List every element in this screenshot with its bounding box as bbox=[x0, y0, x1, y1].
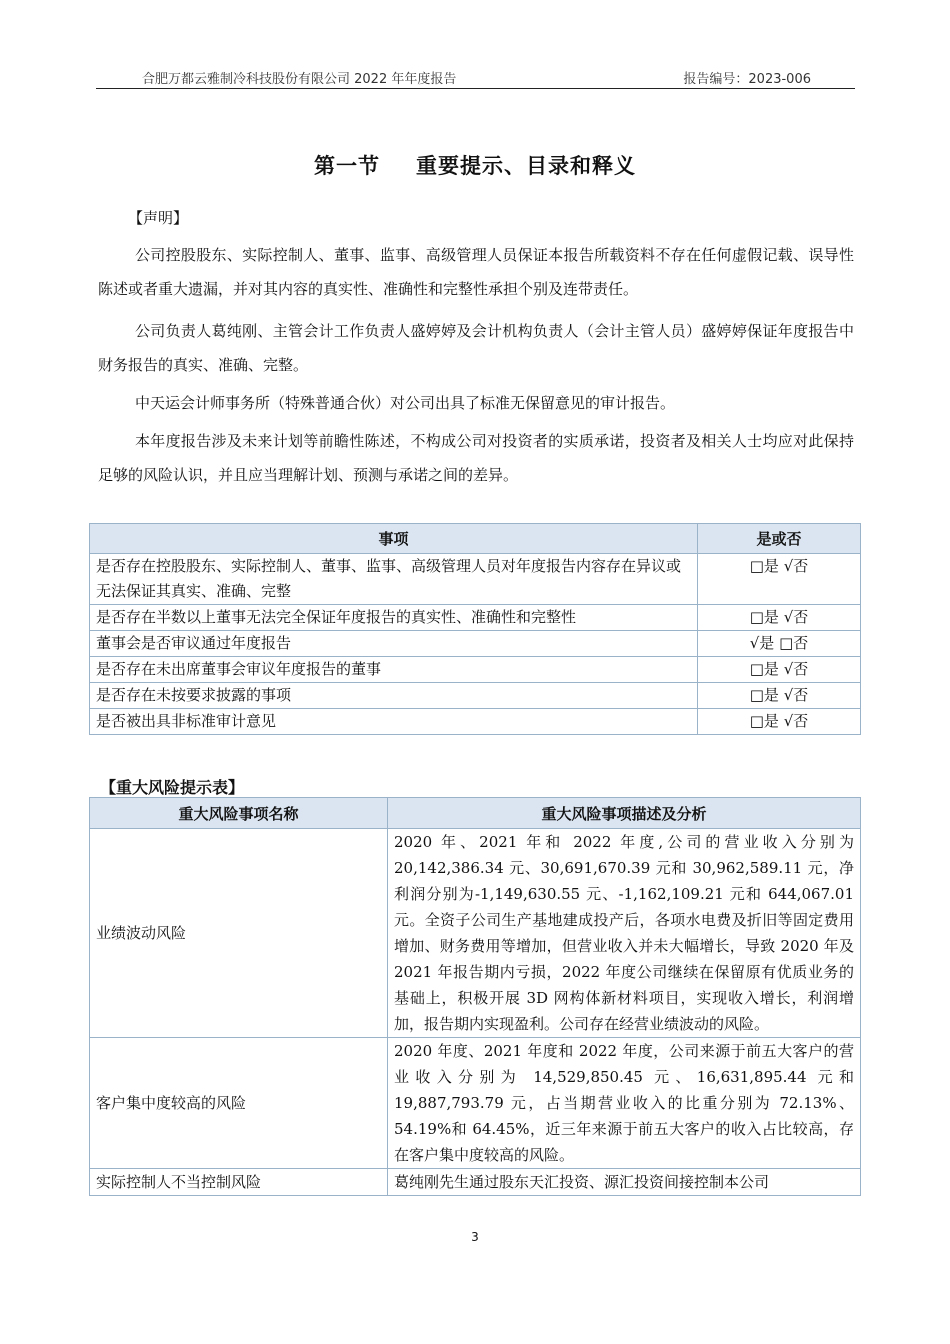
matter-item: 是否被出具非标准审计意见 bbox=[90, 709, 698, 735]
risk-description: 葛纯刚先生通过股东天汇投资、源汇投资间接控制本公司 bbox=[388, 1169, 861, 1196]
risk-name: 实际控制人不当控制风险 bbox=[90, 1169, 388, 1196]
table-row bbox=[90, 829, 861, 1038]
matter-item: 是否存在未出席董事会审议年度报告的董事 bbox=[90, 657, 698, 683]
matter-item: 是否存在控股股东、实际控制人、董事、监事、高级管理人员对年度报告内容存在异议或无法保证其真实、准确、完整 bbox=[90, 554, 698, 605]
matter-answer: □是 √否 bbox=[698, 709, 861, 735]
column-header-item: 事项 bbox=[90, 524, 698, 554]
section-title bbox=[0, 150, 950, 180]
table-row bbox=[90, 709, 861, 735]
paragraph-forward-looking: 本年度报告涉及未来计划等前瞻性陈述，不构成公司对投资者的实质承诺，投资者及相关人士均应对此保持足够的风险认识，并且应当理解计划、预测与承诺之间的差异。 bbox=[98, 432, 854, 484]
matter-answer: □是 √否 bbox=[698, 554, 861, 605]
table-row bbox=[90, 605, 861, 631]
matter-answer: □是 √否 bbox=[698, 683, 861, 709]
risk-name: 业绩波动风险 bbox=[90, 829, 388, 1038]
table-row bbox=[90, 631, 861, 657]
table-header-row bbox=[90, 524, 861, 554]
matter-answer: □是 √否 bbox=[698, 605, 861, 631]
paragraph-auditor: 中天运会计师事务所（特殊普通合伙）对公司出具了标准无保留意见的审计报告。 bbox=[135, 394, 676, 412]
risk-description: 2020 年度、2021 年度和 2022 年度，公司来源于前五大客户的营业收入分别为 14,529,850.45 元、16,631,895.44 元和 19,887,793.79 元，占当期营业收入的比重分别为 72.13%、54.19%和 64.45%，近三年来源于前五大客户的收入占比较高，存在客户集中度较高的风险。 bbox=[388, 1038, 861, 1169]
header-report-number: 报告编号：2023-006 bbox=[683, 72, 811, 87]
page-header bbox=[96, 66, 855, 89]
paragraph-responsibility: 公司控股股东、实际控制人、董事、监事、高级管理人员保证本报告所载资料不存在任何虚假记载、误导性陈述或者重大遗漏，并对其内容的真实性、准确性和完整性承担个别及连带责任。 bbox=[98, 246, 854, 298]
table-row bbox=[90, 683, 861, 709]
header-company: 合肥万都云雅制冷科技股份有限公司 2022 年年度报告 bbox=[142, 72, 457, 87]
matter-answer: √是 □否 bbox=[698, 631, 861, 657]
table-row bbox=[90, 1038, 861, 1169]
matter-item: 是否存在未按要求披露的事项 bbox=[90, 683, 698, 709]
table-row bbox=[90, 1169, 861, 1196]
matter-item: 董事会是否审议通过年度报告 bbox=[90, 631, 698, 657]
matter-answer: □是 √否 bbox=[698, 657, 861, 683]
risk-description: 2020 年、2021 年和 2022 年度,公司的营业收入分别为 20,142,386.34 元、30,691,670.39 元和 30,962,589.11 元，净利润分别为-1,149,630.55 元、-1,162,109.21 元和 644,067.01 元。全资子公司生产基地建成投产后，各项水电费及折旧等固定费用增加、财务费用等增加，但营业收入并未大幅增长，导致 2020 年及 2021 年报告期内亏损，2022 年度公司继续在保留原有优质业务的基础上，积极开展 3D 网构体新材料项目，实现收入增长，利润增加，报告期内实现盈利。公司存在经营业绩波动的风险。 bbox=[388, 829, 861, 1038]
risk-name: 客户集中度较高的风险 bbox=[90, 1038, 388, 1169]
risk-table bbox=[89, 797, 861, 1196]
matters-table bbox=[89, 523, 861, 735]
column-header-answer: 是或否 bbox=[698, 524, 861, 554]
table-header-row bbox=[90, 798, 861, 829]
page-number: 3 bbox=[471, 1230, 479, 1244]
column-header-risk-desc: 重大风险事项描述及分析 bbox=[388, 798, 861, 829]
risk-table-heading: 【重大风险提示表】 bbox=[100, 778, 245, 797]
section-name: 重要提示、目录和释义 bbox=[416, 154, 636, 178]
statement-heading: 【声明】 bbox=[128, 209, 189, 227]
matter-item: 是否存在半数以上董事无法完全保证年度报告的真实性、准确性和完整性 bbox=[90, 605, 698, 631]
table-row bbox=[90, 657, 861, 683]
paragraph-financial-officers: 公司负责人葛纯刚、主管会计工作负责人盛婷婷及会计机构负责人（会计主管人员）盛婷婷保证年度报告中财务报告的真实、准确、完整。 bbox=[98, 322, 854, 374]
table-row bbox=[90, 554, 861, 605]
column-header-risk-name: 重大风险事项名称 bbox=[90, 798, 388, 829]
section-number: 第一节 bbox=[314, 154, 380, 178]
